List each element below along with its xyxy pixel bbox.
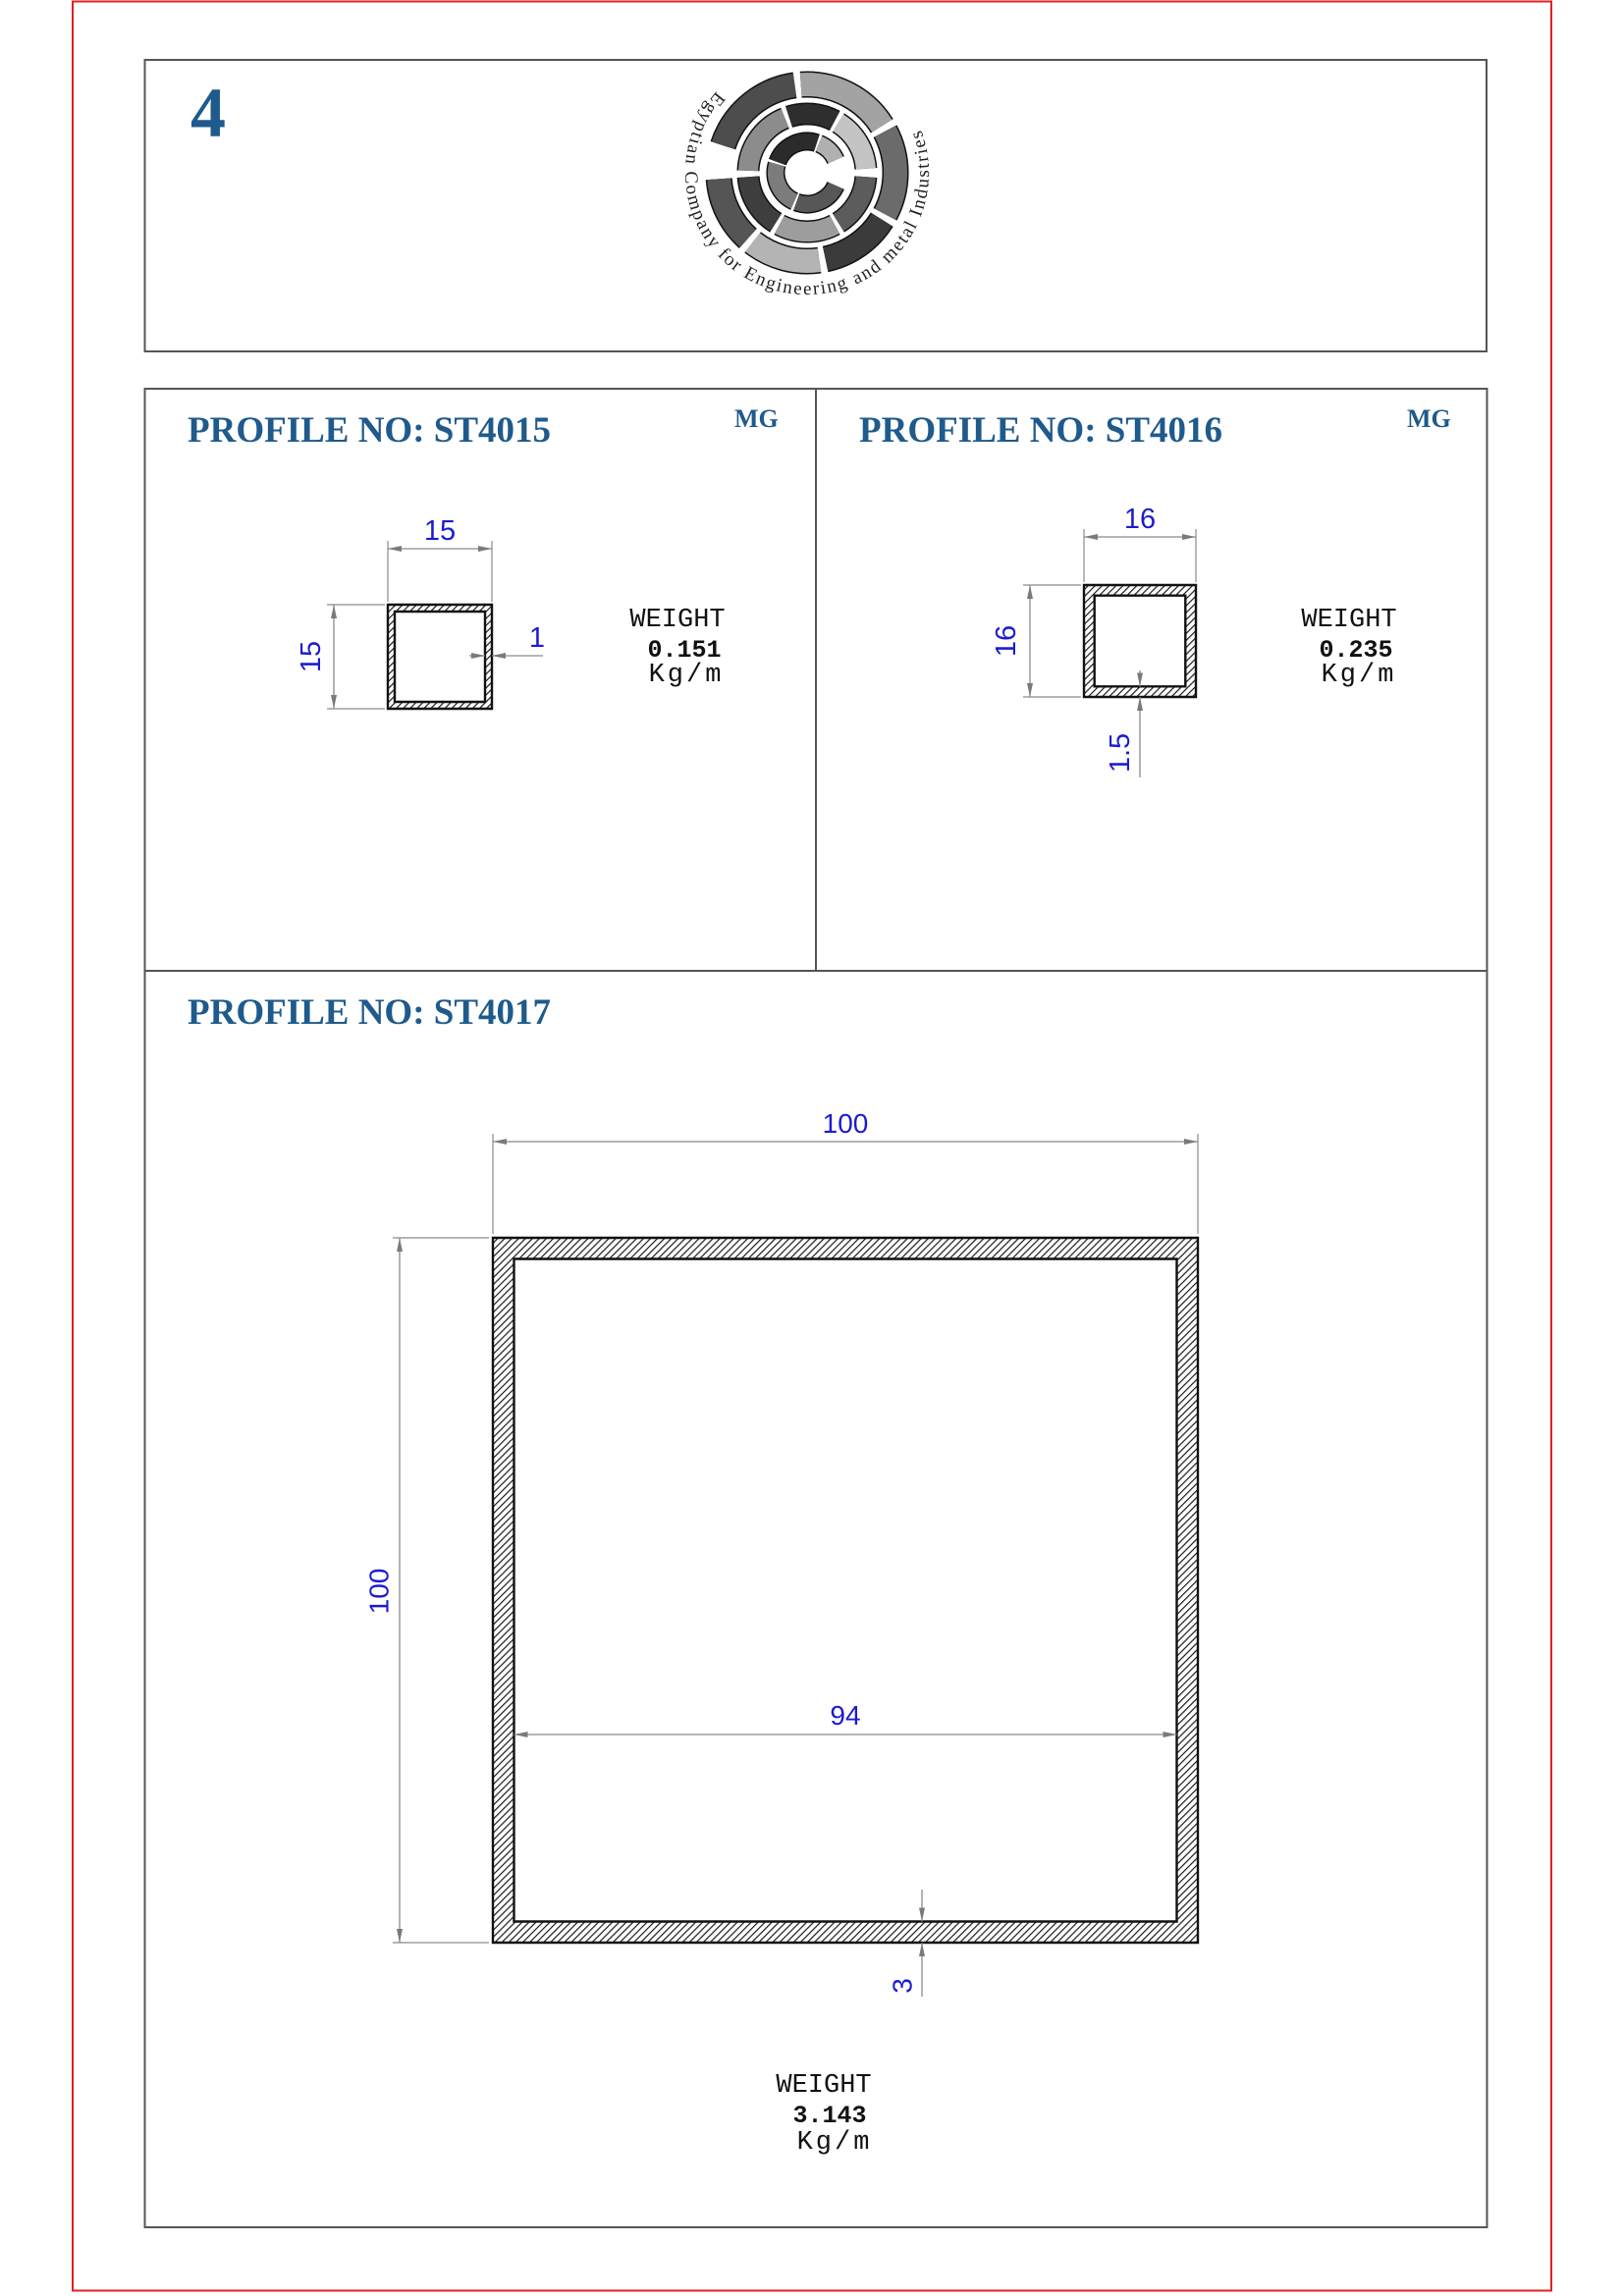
logo-ring-segment (789, 114, 836, 121)
weight-unit: Kg/m (796, 2128, 873, 2158)
logo-ring-segment (886, 132, 896, 215)
weight-value: 3.143 (792, 2102, 867, 2130)
weight-label: WEIGHT (776, 2071, 872, 2101)
logo-ring-segment (819, 143, 836, 160)
weight-value: 0.235 (1319, 636, 1393, 665)
inner-width-dimension-label: 94 (830, 1700, 861, 1731)
profile-panel-st4017 (188, 992, 1198, 2158)
width-dimension-label: 16 (1123, 504, 1157, 535)
weight-block (1301, 606, 1396, 690)
width-dimension-label: 15 (423, 515, 457, 547)
weight-value: 0.151 (647, 636, 722, 665)
page-number: 4 (190, 74, 226, 152)
profile-title: PROFILE NO: ST4016 (859, 410, 1223, 451)
profile-section-drawing (296, 515, 545, 709)
profile-panel-st4016 (859, 404, 1451, 777)
page-frame (73, 2, 1551, 2291)
tube-wall-section (388, 605, 492, 709)
manufacturer-mark: MG (734, 404, 779, 433)
profile-title: PROFILE NO: ST4015 (188, 410, 552, 451)
logo-lettering: Egyptian Company for Engineering and metal Industries (679, 87, 935, 300)
weight-label: WEIGHT (1301, 606, 1397, 635)
page-header (145, 60, 1488, 351)
height-dimension-label: 16 (991, 624, 1022, 658)
thickness-dimension-label: 1.5 (1105, 732, 1136, 774)
weight-unit: Kg/m (648, 661, 725, 690)
width-dimension-label: 100 (822, 1108, 869, 1139)
weight-block (629, 606, 725, 690)
profile-section-drawing (991, 504, 1196, 777)
logo-ring-segment (780, 225, 835, 232)
thickness-dimension-label: 1 (528, 622, 546, 654)
profiles-grid (145, 389, 1488, 2227)
manufacturer-mark: MG (1407, 404, 1451, 433)
company-logo (680, 84, 934, 299)
weight-label: WEIGHT (629, 606, 726, 635)
profile-panel-st4015 (188, 404, 779, 709)
weight-unit: Kg/m (1321, 661, 1397, 690)
profile-title: PROFILE NO: ST4017 (188, 992, 552, 1033)
height-dimension-label: 100 (363, 1568, 395, 1615)
weight-block (776, 2071, 872, 2158)
height-dimension-label: 15 (296, 640, 327, 673)
profile-section-drawing (364, 1108, 1199, 1997)
thickness-dimension-label: 3 (887, 1978, 918, 1994)
logo-center (793, 159, 821, 187)
tube-wall-section (493, 1238, 1198, 1943)
